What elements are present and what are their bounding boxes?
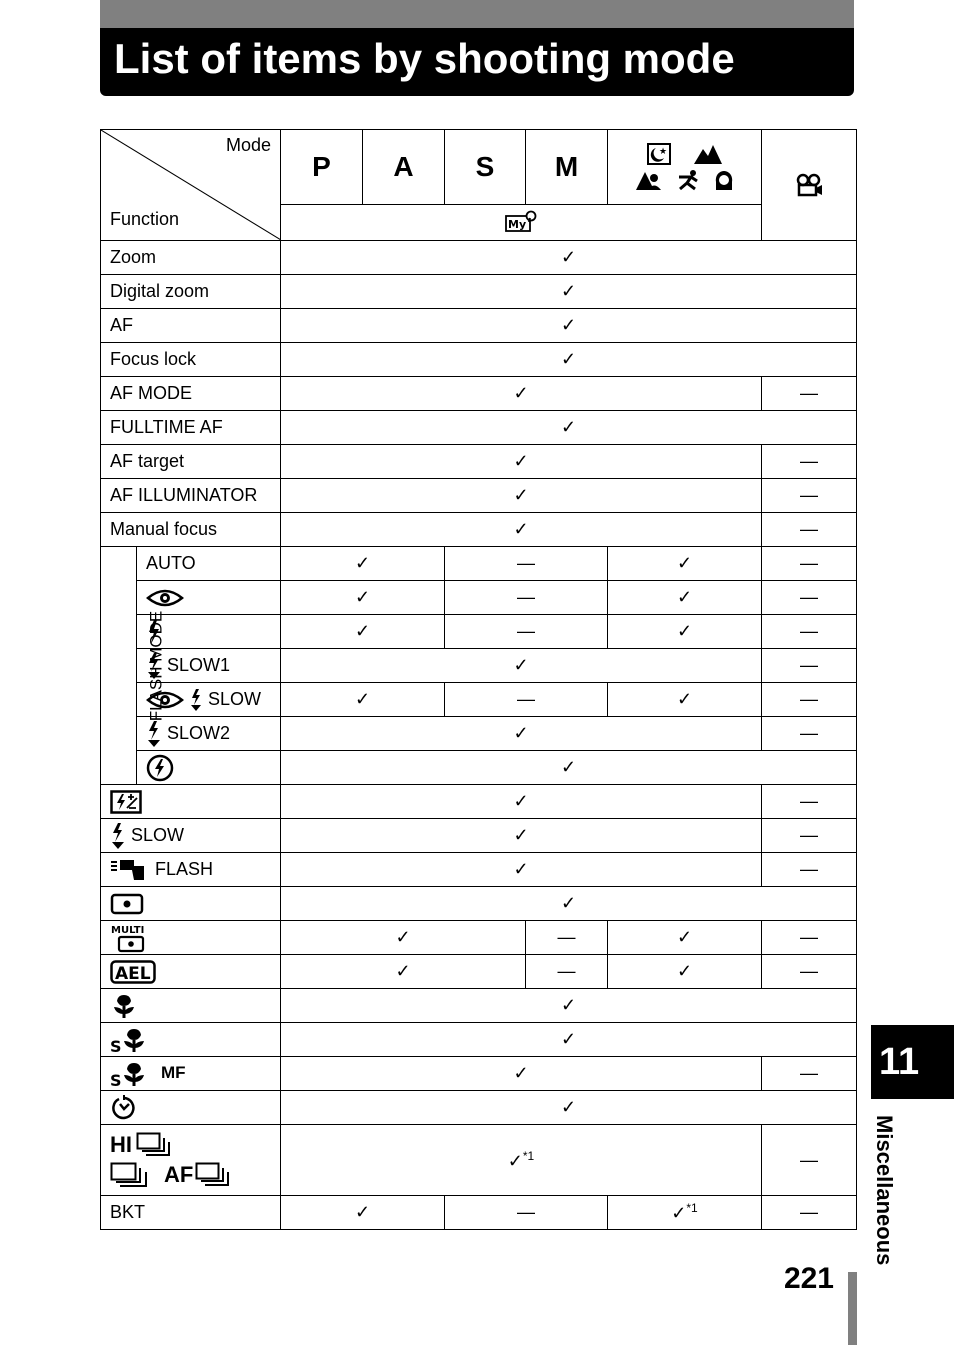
spot-metering-icon <box>110 893 144 915</box>
table-row <box>101 377 857 411</box>
row-label-flash-compensation <box>101 785 281 819</box>
row-label-slow2 <box>137 717 281 751</box>
table-row <box>101 751 857 785</box>
my-mode-cell <box>281 204 762 240</box>
row-label-manual-focus: Manual focus <box>101 513 281 547</box>
dash-cell: — <box>762 581 857 615</box>
table-row <box>101 615 857 649</box>
external-flash-icon <box>110 858 150 882</box>
dash-cell: — <box>762 853 857 887</box>
row-label-sequential <box>101 1125 281 1196</box>
flash-mode-group-label: FLASH MODE <box>146 610 166 722</box>
dash-cell: — <box>762 479 857 513</box>
svg-text:MULTI: MULTI <box>111 924 145 936</box>
check-cell: ✓ <box>281 1057 762 1091</box>
row-label-af: AF <box>101 309 281 343</box>
row-label-af-illuminator: AF ILLUMINATOR <box>101 479 281 513</box>
check-cell: ✓ <box>281 479 762 513</box>
row-label-flash-off <box>137 751 281 785</box>
svg-text:★: ★ <box>658 146 667 157</box>
check-cell: ✓ <box>281 853 762 887</box>
table-row <box>101 989 857 1023</box>
table-row <box>101 309 857 343</box>
check-cell: ✓ <box>281 411 857 445</box>
row-label-super-macro <box>101 1023 281 1057</box>
row-label-multi-metering <box>101 921 281 955</box>
check-cell: ✓ <box>608 921 762 955</box>
row-label-slow2-text: SLOW2 <box>167 722 231 743</box>
check-cell: ✓ <box>281 309 857 343</box>
flash-mode-group-cell <box>101 547 166 785</box>
table-row <box>101 1196 857 1230</box>
sequential-shooting-icon <box>136 1132 172 1158</box>
check-cell: ✓ <box>281 547 445 581</box>
check-cell: ✓ <box>281 955 526 989</box>
chapter-title-vertical <box>865 1115 905 1285</box>
row-label-slow1-text: SLOW1 <box>167 654 231 675</box>
dash-cell: — <box>762 717 857 751</box>
sports-icon <box>675 169 701 191</box>
svg-text:S: S <box>110 1036 122 1054</box>
check-cell: ✓ <box>281 241 857 275</box>
af-sequential-shooting-icon <box>195 1162 231 1188</box>
dash-cell: — <box>762 649 857 683</box>
table-row <box>101 853 857 887</box>
dash-cell: — <box>762 921 857 955</box>
table-row <box>101 819 857 853</box>
table-row <box>101 683 857 717</box>
multi-metering-icon <box>110 923 150 953</box>
table-row <box>101 1125 857 1196</box>
dash-cell: — <box>445 547 608 581</box>
check-cell: ✓ <box>281 819 762 853</box>
landscape-portrait-icon <box>635 169 663 191</box>
row-label-mf-text: MF <box>161 1063 186 1083</box>
row-label-digital-zoom: Digital zoom <box>101 275 281 309</box>
row-label-fulltime-af: FULLTIME AF <box>101 411 281 445</box>
check-cell: ✓ <box>281 343 857 377</box>
check-mark: ✓ <box>507 1150 523 1171</box>
check-note-cell <box>608 1196 762 1230</box>
row-label-hi-text: HI <box>110 1132 132 1157</box>
movie-mode-cell <box>762 130 857 241</box>
table-row <box>101 1091 857 1125</box>
check-cell: ✓ <box>608 683 762 717</box>
dash-cell: — <box>445 581 608 615</box>
flash-slow-icon <box>110 822 126 850</box>
row-label-ael <box>101 955 281 989</box>
check-cell: ✓ <box>608 615 762 649</box>
table-row <box>101 547 857 581</box>
check-cell: ✓ <box>281 513 762 547</box>
row-label-af-mode: AF MODE <box>101 377 281 411</box>
row-label-macro <box>101 989 281 1023</box>
flash-slow-icon <box>189 688 203 712</box>
table-row <box>101 479 857 513</box>
flash-off-icon <box>146 754 174 782</box>
dash-cell: — <box>445 1196 608 1230</box>
row-label-zoom: Zoom <box>101 241 281 275</box>
check-cell: ✓ <box>281 445 762 479</box>
dash-cell: — <box>762 683 857 717</box>
svg-text:S: S <box>110 1070 122 1088</box>
check-cell: ✓ <box>281 581 445 615</box>
shooting-mode-table <box>100 129 857 1230</box>
chapter-tab: 11 <box>871 1025 954 1099</box>
note-mark: *1 <box>686 1201 698 1215</box>
dash-cell: — <box>762 955 857 989</box>
check-cell: ✓ <box>281 1196 445 1230</box>
dash-cell: — <box>762 1057 857 1091</box>
super-macro-icon <box>110 1026 148 1054</box>
dash-cell: — <box>445 683 608 717</box>
table-row <box>101 785 857 819</box>
corner-mode-label: Mode <box>225 135 271 155</box>
night-scene-icon <box>647 143 671 165</box>
check-mark: ✓ <box>671 1203 687 1223</box>
page-number: 221 <box>783 1262 834 1295</box>
check-cell: ✓ <box>281 717 762 751</box>
check-cell: ✓ <box>281 377 762 411</box>
check-cell: ✓ <box>608 547 762 581</box>
row-label-external-flash <box>101 853 281 887</box>
flash-compensation-icon <box>110 790 142 814</box>
check-cell: ✓ <box>281 989 857 1023</box>
row-label-af-seq-text: AF <box>164 1162 194 1187</box>
header-top-bar <box>100 0 854 28</box>
table-row <box>101 921 857 955</box>
landscape-icon <box>693 143 723 165</box>
corner-function-label: Function <box>110 209 180 229</box>
check-cell: ✓ <box>281 649 762 683</box>
mode-a: A <box>363 130 445 205</box>
super-macro-icon <box>110 1060 148 1088</box>
row-label-af-target: AF target <box>101 445 281 479</box>
svg-text:AEL: AEL <box>115 963 151 984</box>
page-title: List of items by shooting mode <box>114 35 735 82</box>
check-cell: ✓ <box>281 887 857 921</box>
check-cell: ✓ <box>281 275 857 309</box>
check-cell: ✓ <box>608 581 762 615</box>
dash-cell: — <box>762 547 857 581</box>
dash-cell: — <box>762 785 857 819</box>
page-edge-bar <box>848 1272 857 1345</box>
table-row <box>101 343 857 377</box>
scene-modes-cell <box>608 130 762 205</box>
row-label-flash-auto: AUTO <box>137 547 281 581</box>
flash-slow-icon <box>146 720 162 748</box>
sequential-shooting-icon <box>110 1162 150 1188</box>
ael-icon <box>110 960 156 984</box>
table-row <box>101 887 857 921</box>
header-banner <box>100 28 854 96</box>
table-corner-cell <box>101 130 281 241</box>
row-label-super-macro-mf <box>101 1057 281 1091</box>
check-note-cell <box>281 1125 762 1196</box>
movie-icon <box>795 173 823 197</box>
my-mode-icon <box>505 210 537 234</box>
dash-cell: — <box>526 921 608 955</box>
row-label-slow-text: SLOW <box>131 824 185 845</box>
mode-s: S <box>445 130 526 205</box>
check-cell: ✓ <box>281 751 857 785</box>
row-label-bkt: BKT <box>101 1196 281 1230</box>
row-label-red-eye <box>137 581 281 615</box>
table-row <box>101 513 857 547</box>
check-cell: ✓ <box>281 683 445 717</box>
mode-p: P <box>281 130 363 205</box>
row-label-spot-metering <box>101 887 281 921</box>
dash-cell: — <box>762 1196 857 1230</box>
red-eye-icon <box>146 587 184 609</box>
dash-cell: — <box>445 615 608 649</box>
note-mark: *1 <box>522 1148 535 1163</box>
dash-cell: — <box>526 955 608 989</box>
check-cell: ✓ <box>281 921 526 955</box>
table-row <box>101 241 857 275</box>
macro-icon <box>110 992 138 1020</box>
dash-cell: — <box>762 819 857 853</box>
check-cell: ✓ <box>608 955 762 989</box>
check-cell: ✓ <box>281 615 445 649</box>
chapter-title: Miscellaneous <box>872 1115 897 1266</box>
table-row <box>101 1057 857 1091</box>
table-row <box>101 275 857 309</box>
table-row <box>101 717 857 751</box>
row-label-self-timer <box>101 1091 281 1125</box>
dash-cell: — <box>762 445 857 479</box>
table-row <box>101 445 857 479</box>
dash-cell: — <box>762 615 857 649</box>
table-row <box>101 649 857 683</box>
check-cell: ✓ <box>281 1023 857 1057</box>
row-label-slow <box>101 819 281 853</box>
table-row <box>101 1023 857 1057</box>
dash-cell: — <box>762 1125 857 1196</box>
table-row <box>101 411 857 445</box>
dash-cell: — <box>762 513 857 547</box>
check-cell: ✓ <box>281 785 762 819</box>
dash-cell: — <box>762 377 857 411</box>
portrait-icon <box>713 169 735 191</box>
check-cell: ✓ <box>281 1091 857 1125</box>
svg-text:My: My <box>508 218 527 232</box>
row-label-focus-lock: Focus lock <box>101 343 281 377</box>
table-row <box>101 955 857 989</box>
self-timer-icon <box>110 1094 138 1122</box>
table-row <box>101 581 857 615</box>
mode-m: M <box>526 130 608 205</box>
row-label-flash-text: FLASH <box>155 858 214 879</box>
row-label-red-eye-slow-text: SLOW <box>208 688 262 709</box>
